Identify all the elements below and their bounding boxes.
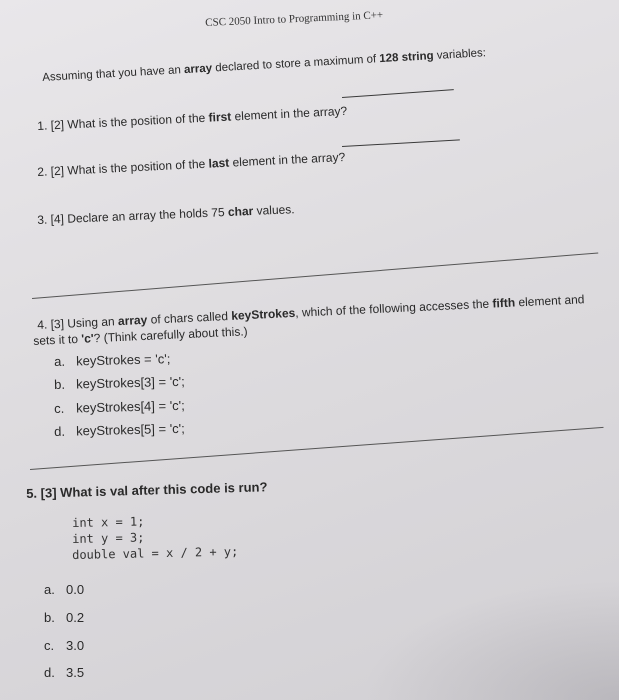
option-letter: b.	[54, 376, 66, 392]
option-letter: c.	[54, 400, 65, 416]
intro-bold-count: 128 string	[379, 50, 434, 66]
option-text: keyStrokes[3] = 'c';	[75, 373, 185, 392]
q4-post: element and	[514, 292, 585, 310]
code-line-2: int y = 3;	[72, 530, 145, 546]
question-4-line-1	[37, 292, 585, 332]
q5-option-d[interactable]	[44, 665, 84, 680]
intro-bold-array: array	[183, 62, 213, 77]
intro-post: variables:	[433, 47, 487, 63]
q1-bold: first	[208, 109, 232, 125]
answer-line-3[interactable]	[32, 252, 598, 299]
page-shadow	[359, 580, 619, 700]
q4-pre: 4. [3] Using an	[37, 314, 119, 332]
code-line-3: double val = x / 2 + y;	[72, 544, 239, 562]
answer-blank-2[interactable]	[342, 139, 460, 147]
answer-blank-1[interactable]	[342, 89, 454, 98]
q4-option-d[interactable]	[54, 421, 185, 439]
intro-pre: Assuming that you have an	[42, 64, 185, 84]
q4-option-c[interactable]	[54, 398, 185, 416]
option-letter: d.	[54, 423, 66, 439]
q5-question-text: 5. [3] What is val after this code is run?	[26, 479, 268, 501]
option-letter: a.	[44, 582, 55, 597]
q4-option-b[interactable]	[54, 374, 185, 392]
q2-bold: last	[208, 155, 230, 171]
q3-bold: char	[227, 203, 254, 219]
option-text: 3.5	[66, 665, 85, 680]
q4-option-a[interactable]	[54, 351, 171, 369]
option-letter: d.	[44, 665, 55, 680]
q4-bold-keystrokes: keyStrokes	[230, 305, 296, 323]
option-text: keyStrokes[5] = 'c';	[75, 420, 185, 439]
q2-post: element in the array?	[228, 149, 346, 170]
q2-pre: 2. [2] What is the position of the	[37, 156, 209, 179]
question-2	[37, 150, 346, 179]
q4-line2-bold: 'c'	[80, 331, 94, 346]
q5-option-b[interactable]	[44, 610, 84, 625]
q5-option-c[interactable]	[44, 638, 84, 653]
option-letter: c.	[44, 638, 55, 653]
q4-bold-fifth: fifth	[492, 295, 516, 311]
code-line-1: int x = 1;	[72, 514, 145, 530]
option-letter: b.	[44, 610, 55, 625]
intro-text	[42, 47, 486, 84]
option-text: keyStrokes = 'c';	[75, 351, 171, 369]
q4-line2-post: ? (Think carefully about this.)	[93, 324, 248, 346]
q5-option-a[interactable]	[44, 582, 84, 597]
course-header: CSC 2050 Intro to Programming in C++	[205, 9, 384, 29]
q3-pre: 3. [4] Declare an array the holds 75	[37, 205, 229, 227]
question-3	[37, 202, 295, 227]
question-1	[37, 104, 347, 133]
q4-mid: of chars called	[146, 308, 232, 327]
q3-post: values.	[252, 202, 295, 218]
question-5	[26, 479, 268, 501]
q1-post: element in the array?	[230, 103, 348, 124]
q4-mid2: , which of the following accesses the	[294, 296, 493, 320]
option-text: keyStrokes[4] = 'c';	[75, 397, 185, 416]
q4-bold-array: array	[117, 312, 148, 329]
option-text: 3.0	[66, 638, 85, 653]
option-letter: a.	[54, 353, 66, 369]
option-text: 0.0	[66, 582, 85, 597]
option-text: 0.2	[66, 610, 85, 625]
intro-mid: declared to store a maximum of	[211, 53, 380, 75]
q4-line2-pre: sets it to	[33, 331, 82, 348]
q1-pre: 1. [2] What is the position of the	[37, 110, 209, 133]
